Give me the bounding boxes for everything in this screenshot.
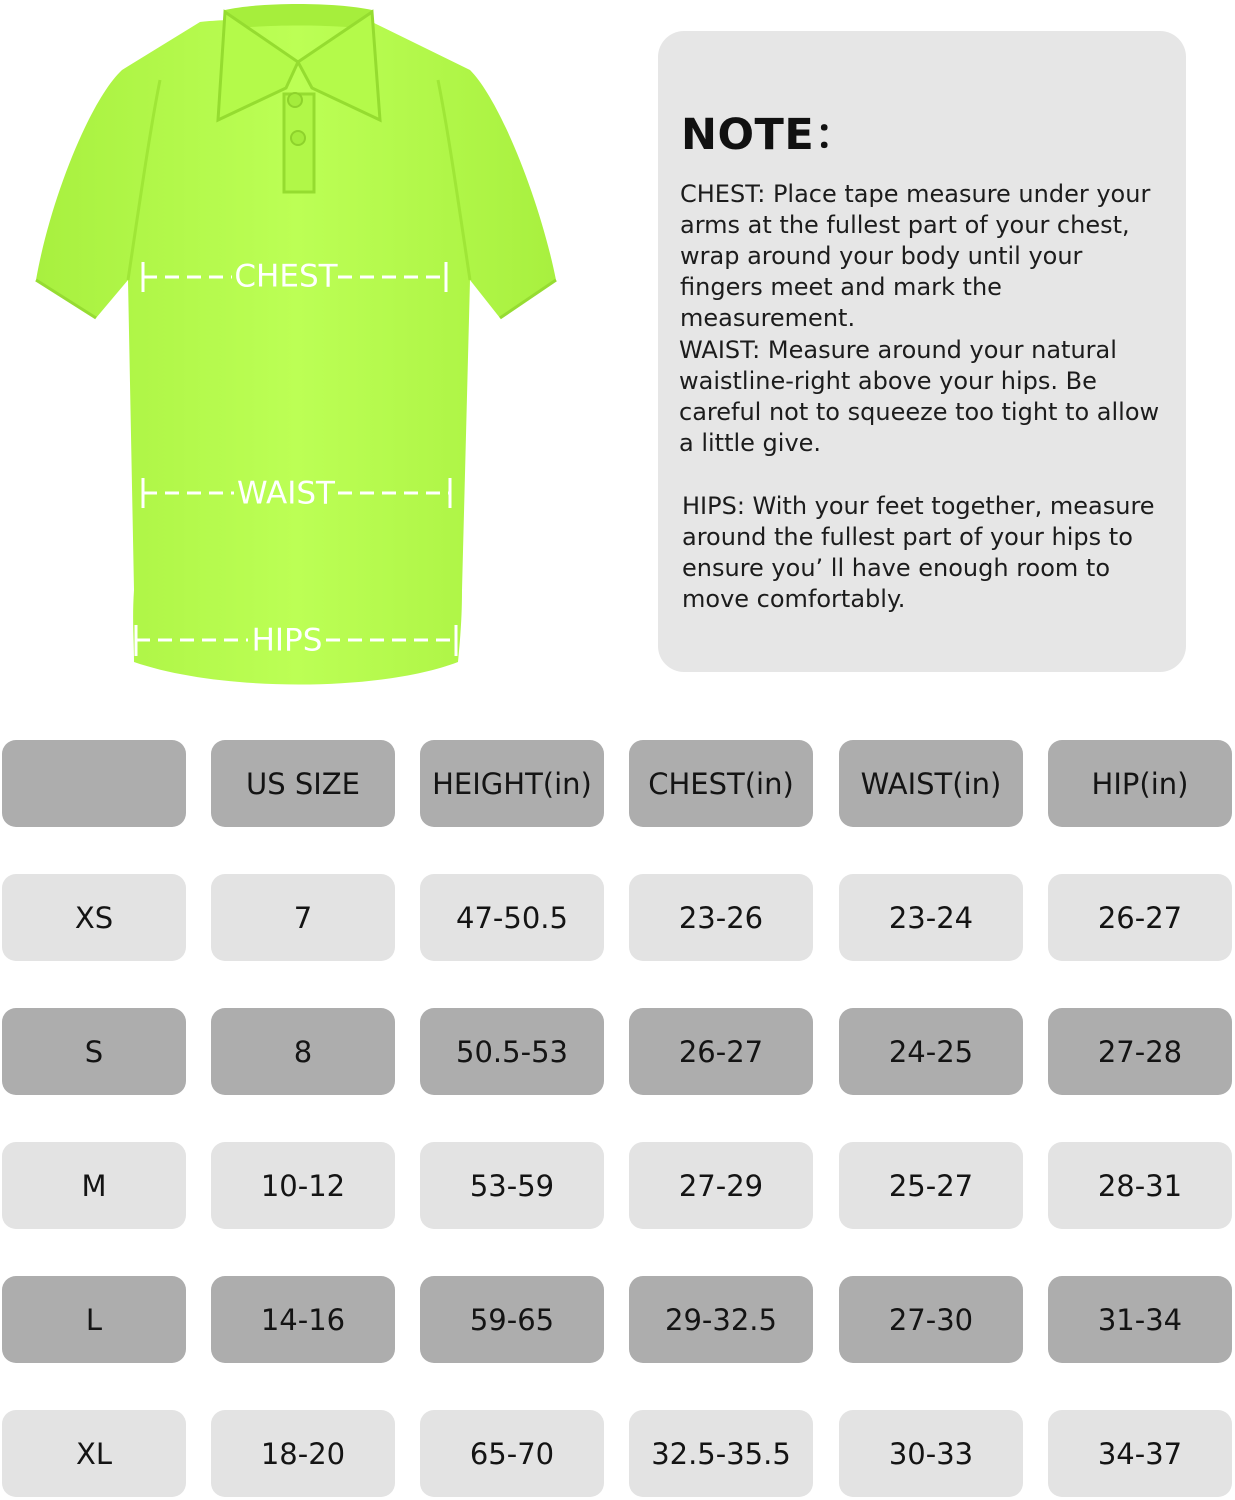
- hips-measure-label: HIPS: [251, 622, 323, 659]
- table-cell-waist: 27-30: [839, 1276, 1023, 1363]
- header-cell-waist: WAIST(in): [839, 740, 1023, 827]
- note-waist: [679, 335, 1169, 459]
- note-hips: [682, 491, 1172, 615]
- table-cell-waist: 25-27: [839, 1142, 1023, 1229]
- table-cell-chest: 32.5-35.5: [629, 1410, 813, 1497]
- table-cell-waist: 24-25: [839, 1008, 1023, 1095]
- note-panel: [658, 31, 1186, 672]
- table-cell-us-size: 14-16: [211, 1276, 395, 1363]
- note-chest-label: CHEST:: [680, 180, 766, 208]
- header-cell-height: HEIGHT(in): [420, 740, 604, 827]
- header-cell-hip: HIP(in): [1048, 740, 1232, 827]
- table-cell-us-size: 18-20: [211, 1410, 395, 1497]
- table-cell-waist: 23-24: [839, 874, 1023, 961]
- table-cell-size-label: XL: [2, 1410, 186, 1497]
- table-cell-us-size: 10-12: [211, 1142, 395, 1229]
- table-cell-hip: 26-27: [1048, 874, 1232, 961]
- table-cell-hip: 31-34: [1048, 1276, 1232, 1363]
- table-cell-size-label: S: [2, 1008, 186, 1095]
- table-cell-size-label: L: [2, 1276, 186, 1363]
- table-cell-chest: 27-29: [629, 1142, 813, 1229]
- table-cell-hip: 28-31: [1048, 1142, 1232, 1229]
- note-chest-text: Place tape measure under your arms at the fullest part of your chest, wrap around your body until your fingers meet and mark the measurement.: [680, 180, 1151, 332]
- table-cell-chest: 23-26: [629, 874, 813, 961]
- waist-measure-label: WAIST: [237, 475, 335, 512]
- table-cell-size-label: XS: [2, 874, 186, 961]
- header-cell-chest: CHEST(in): [629, 740, 813, 827]
- table-cell-chest: 29-32.5: [629, 1276, 813, 1363]
- note-chest: [680, 179, 1170, 334]
- table-cell-height: 50.5-53: [420, 1008, 604, 1095]
- note-hips-label: HIPS:: [682, 492, 745, 520]
- table-cell-us-size: 7: [211, 874, 395, 961]
- table-cell-us-size: 8: [211, 1008, 395, 1095]
- header-cell-us-size: US SIZE: [211, 740, 395, 827]
- table-cell-hip: 27-28: [1048, 1008, 1232, 1095]
- note-waist-label: WAIST:: [679, 336, 761, 364]
- table-cell-height: 47-50.5: [420, 874, 604, 961]
- polo-shirt-icon: [0, 0, 600, 700]
- note-hips-text: With your feet together, measure around the fullest part of your hips to ensure you’ ll have enough room to move comfortably.: [682, 492, 1155, 613]
- table-cell-waist: 30-33: [839, 1410, 1023, 1497]
- chest-measure-label: CHEST: [234, 258, 338, 295]
- shirt-illustration: [0, 0, 600, 700]
- table-cell-height: 59-65: [420, 1276, 604, 1363]
- table-cell-chest: 26-27: [629, 1008, 813, 1095]
- note-waist-text: Measure around your natural waistline-right above your hips. Be careful not to squeeze too tight to allow a little give.: [679, 336, 1160, 457]
- table-cell-hip: 34-37: [1048, 1410, 1232, 1497]
- table-cell-height: 53-59: [420, 1142, 604, 1229]
- table-cell-height: 65-70: [420, 1410, 604, 1497]
- table-cell-size-label: M: [2, 1142, 186, 1229]
- note-title: NOTE：: [681, 110, 858, 160]
- header-cell-size-label: [2, 740, 186, 827]
